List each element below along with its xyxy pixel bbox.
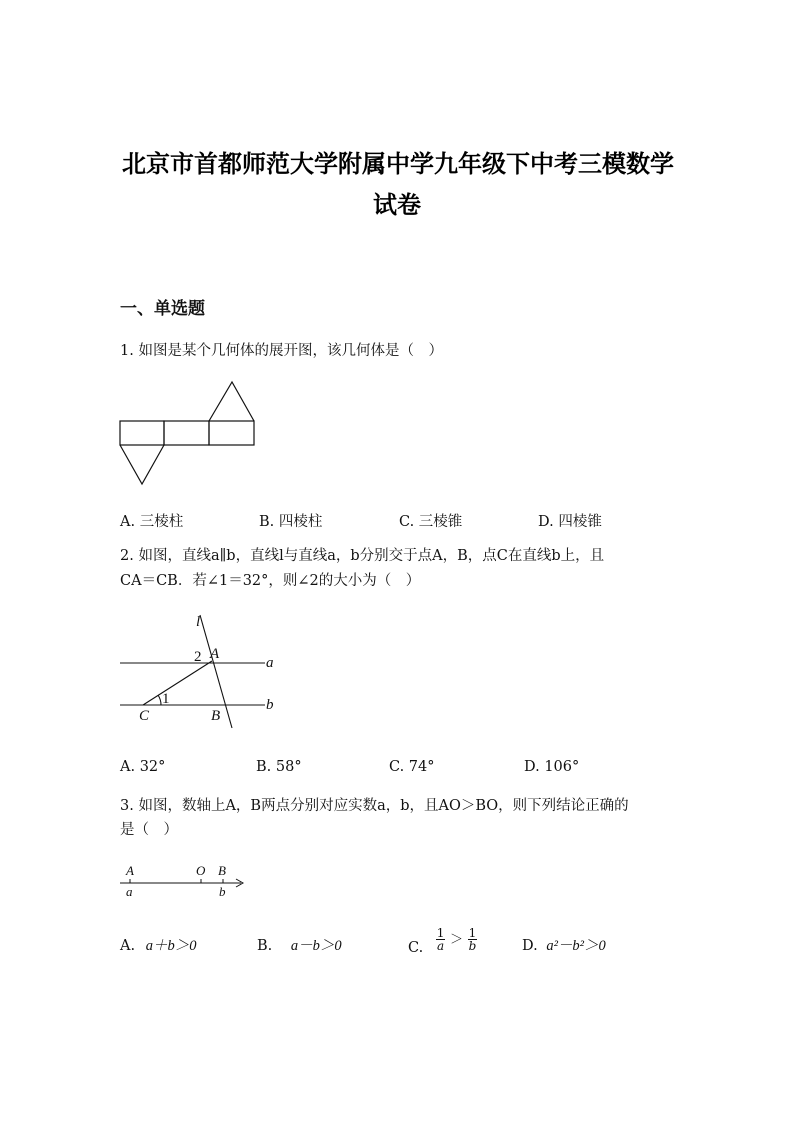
label-l: l [196, 614, 201, 630]
label-value-b: b [219, 884, 226, 899]
section-heading: 一、单选题 [120, 299, 205, 319]
question-3-line1: 3. 如图，数轴上A，B两点分别对应实数a，b，且AO＞BO，则下列结论正确的 [120, 798, 629, 814]
q3-option-d-expr: a²－b²＞0 [546, 938, 606, 954]
label-1: 1 [162, 691, 170, 707]
net-bottom-triangle [120, 445, 164, 484]
fraction-2-numerator: 1 [468, 926, 477, 940]
segment-ca [143, 661, 212, 705]
q1-option-d[interactable]: D. 四棱锥 [538, 514, 602, 530]
q3-option-b-expr: a－b＞0 [290, 938, 342, 954]
q3-option-b-label: B. [257, 938, 273, 954]
label-a: a [266, 655, 274, 671]
net-square-2 [164, 421, 209, 445]
label-point-O: O [196, 863, 206, 878]
label-point-B: B [218, 863, 226, 878]
q3-option-c[interactable] [408, 926, 477, 956]
q3-option-a[interactable] [120, 934, 196, 955]
q3-option-d-label: D. [522, 938, 538, 954]
q2-option-b[interactable]: B. 58° [256, 759, 302, 775]
question-2-line1: 2. 如图，直线a∥b，直线l与直线a，b分别交于点A，B，点C在直线b上，且 [120, 548, 605, 564]
q1-net-figure [115, 378, 265, 490]
question-3-line2: 是（ ） [120, 822, 178, 838]
label-2: 2 [194, 649, 202, 665]
q3-option-c-label: C. [408, 939, 424, 956]
q1-option-c[interactable]: C. 三棱锥 [399, 514, 463, 530]
net-top-triangle [209, 382, 254, 421]
q2-option-c[interactable]: C. 74° [389, 759, 435, 775]
net-square-1 [120, 421, 164, 445]
q3-option-c-fraction-1 [436, 927, 446, 952]
q2-parallel-lines-figure [115, 610, 285, 735]
fraction-1-denominator: a [437, 939, 445, 953]
label-value-a: a [126, 884, 133, 899]
q1-option-a[interactable]: A. 三棱柱 [120, 514, 184, 530]
label-C: C [139, 708, 150, 724]
q3-option-a-label: A. [120, 938, 136, 954]
q2-option-d[interactable]: D. 106° [524, 759, 580, 775]
angle-1-arc [158, 695, 161, 705]
question-2-line2: CA＝CB．若∠1＝32°，则∠2的大小为（ ） [120, 573, 421, 589]
q3-option-d[interactable] [522, 934, 606, 955]
label-B: B [211, 708, 221, 724]
label-point-A: A [126, 863, 134, 878]
q1-option-b[interactable]: B. 四棱柱 [259, 514, 323, 530]
fraction-2-denominator: b [468, 939, 477, 953]
net-square-3 [209, 421, 254, 445]
q2-option-a[interactable]: A. 32° [120, 759, 166, 775]
q3-option-b[interactable] [257, 934, 342, 955]
fraction-1-numerator: 1 [436, 926, 445, 940]
q3-option-c-fraction-2 [468, 927, 478, 952]
label-A: A [210, 646, 220, 662]
page-title: 北京市首都师范大学附属中学九年级下中考三模数学 [122, 150, 674, 178]
q3-number-line-figure [115, 856, 255, 900]
question-1-stem: 1. 如图是某个几何体的展开图，该几何体是（ ） [120, 343, 443, 359]
q3-option-c-relation: ＞ [450, 932, 464, 948]
q3-option-a-expr: a＋b＞0 [145, 938, 197, 954]
page-title-line2: 试卷 [373, 191, 421, 219]
label-b: b [266, 697, 274, 713]
